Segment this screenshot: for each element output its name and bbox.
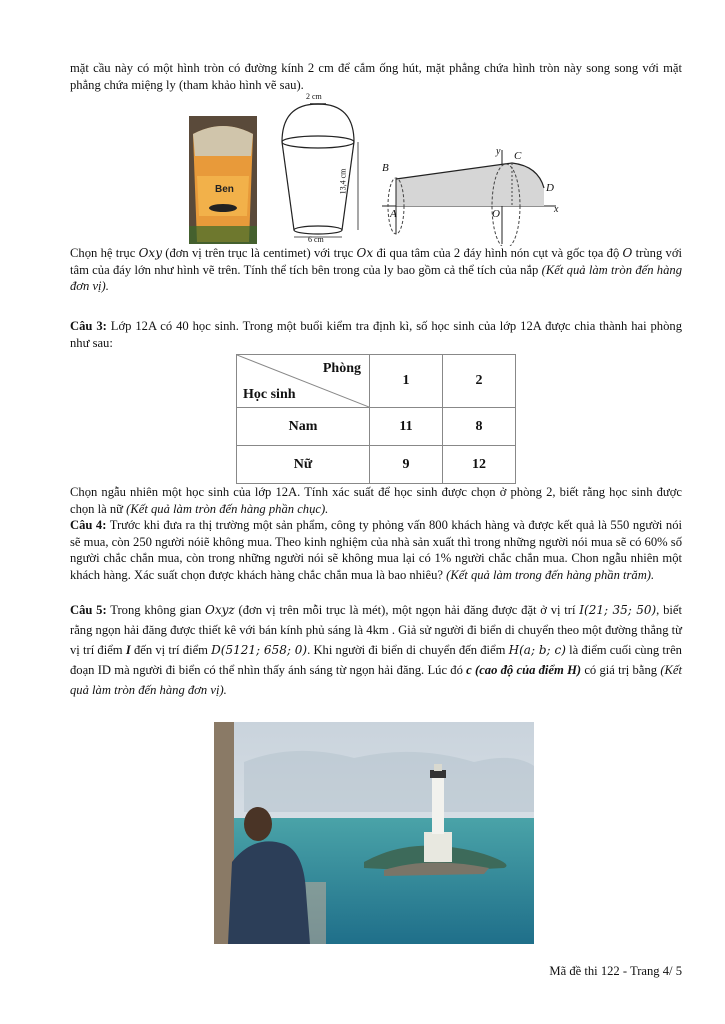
q2-note: (Kết quả làm tròn đến hàng đơn vị). xyxy=(70,262,682,294)
q5-text-1: Trong không gian xyxy=(110,603,202,617)
header-col-2: 2 xyxy=(443,355,516,408)
room-table xyxy=(236,354,516,484)
q3-text: Lớp 12A có 40 học sinh. Trong một buổi kiểm tra định kì, số học sinh của lớp 12A được chia thành hai phòng như sau: xyxy=(70,319,682,350)
row-label-nu: Nữ xyxy=(237,446,370,484)
q5-text-6: là điểm cuối cùng trên đoạn ID mà người đi biển có thể nhìn thấy ánh sáng từ ngọn hải đăng. Lúc đó xyxy=(70,643,682,677)
cup-diagram-drawing xyxy=(272,92,364,246)
q2-text-b: (đơn vị trên trục là centimet) với trục xyxy=(165,246,354,260)
cup-bottom-label: 6 cm xyxy=(308,235,324,244)
q5-paragraph xyxy=(70,600,682,700)
lighthouse-photo-drawing xyxy=(214,722,534,944)
q5-symbol-h: H(a; b; c) xyxy=(508,643,566,657)
graph-point-c: C xyxy=(514,150,522,162)
q3-after-paragraph xyxy=(70,484,682,517)
page-footer: Mã đề thi 122 - Trang 4/ 5 xyxy=(549,964,682,978)
cell-nu-1: 9 xyxy=(370,446,443,484)
cup-photo-brand: Ben xyxy=(215,184,234,195)
q2-text-d: trùng với tâm của đáy lớn như hình vẽ trên. Tính thể tích bên trong của ly bao gồm cả thể tích của nắp xyxy=(70,246,682,277)
q4-label: Câu 4: xyxy=(70,518,107,532)
q2-symbol-ox: Ox xyxy=(356,246,374,260)
q2-paragraph xyxy=(70,245,682,295)
q5-symbol-oxyz: Oxyz xyxy=(205,603,235,617)
graph-axis-y: y xyxy=(496,146,501,157)
header-col-1: 1 xyxy=(370,355,443,408)
cup-photo xyxy=(189,116,257,244)
q4-paragraph xyxy=(70,517,682,583)
q2-symbol-o: O xyxy=(622,246,633,260)
q5-text-2: (đơn vị trên mỗi trục là mét), một ngọn hải đăng được đặt ở vị trí xyxy=(238,603,576,617)
cup-photo-drawing xyxy=(189,116,257,244)
q5-label: Câu 5: xyxy=(70,603,107,617)
q5-text-5: . Khi người đi biển di chuyển đến điểm xyxy=(307,643,506,657)
graph-point-a: A xyxy=(390,208,397,220)
q5-symbol-d: D(5121; 658; 0) xyxy=(211,643,308,657)
graph-axis-x: x xyxy=(554,204,559,215)
q4-note: (Kết quả làm trong đến hàng phần trăm). xyxy=(446,567,655,582)
q5-note: (Kết quả làm tròn đến hàng đơn vị). xyxy=(70,663,682,697)
graph-point-d: D xyxy=(546,182,554,194)
q2-text-c: đi qua tâm của 2 đáy hình nón cụt và gốc tọa độ xyxy=(376,246,620,260)
cell-nam-2: 8 xyxy=(443,408,516,446)
graph-diagram xyxy=(378,146,562,246)
q3-label: Câu 3: xyxy=(70,319,107,333)
intro-line-2: song với mặt phẳng chứa miệng ly (tham khảo hình vẽ sau). xyxy=(70,61,682,92)
q2-symbol-oxy: Oxy xyxy=(138,246,162,260)
q4-text: Trước khi đưa ra thị trường một sản phẩm, công ty phỏng vấn 800 khách hàng và được kết quả là 550 người nói sẽ mua, còn 250 người nóiẽ không mua. Theo kinh nghiệm của nhà sản xuất thì trong những người nói mua sẽ có 60% số người chắc chắn mua, còn trong những người nói sẽ không mua lại có 1% người chắc chắn mua. Chon ngẫu nhiên một khách hàng. Xác suất chọn được khách hàng chắc chắn mua là bao nhiêu? xyxy=(70,518,682,582)
graph-diagram-drawing xyxy=(378,146,562,246)
q3-after-text: Chọn ngẫu nhiên một học sinh của lớp 12A. Tính xác suất để học sinh được chọn ở phòng 2, biết rằng học sinh được chọn là nữ xyxy=(70,485,682,516)
cup-diagram xyxy=(272,92,364,246)
table-diagonal-header xyxy=(237,355,370,408)
q3-paragraph xyxy=(70,318,682,351)
cup-top-label: 2 cm xyxy=(306,92,322,101)
graph-point-o: O xyxy=(492,208,500,220)
cup-height-label: 13,4 cm xyxy=(338,168,348,195)
intro-line-1: mặt cầu này có một hình tròn có đường kính 2 cm để cắm ống hút, mặt phẳng chứa hình tròn này song xyxy=(70,61,611,75)
cell-nam-1: 11 xyxy=(370,408,443,446)
q2-text-a: Chọn hệ trục xyxy=(70,246,136,260)
row-label-nam: Nam xyxy=(237,408,370,446)
table-row xyxy=(237,408,516,446)
cell-nu-2: 12 xyxy=(443,446,516,484)
q5-bold-c: c (cao độ của điểm H) xyxy=(466,663,582,677)
q5-text-4: đến vị trí điểm xyxy=(133,643,208,657)
q5-symbol-i: I(21; 35; 50) xyxy=(579,603,657,617)
lighthouse-photo xyxy=(214,722,534,944)
q5-text-3: , biết rằng ngọn hải đăng được thiết kê với bán kính phủ sáng là 4km . Giả sử người đi biển di chuyển theo một đường thẳng từ vị trí điểm xyxy=(70,603,682,657)
q5-text-7: có giá trị bằng xyxy=(584,663,658,677)
q3-note: (Kết quả làm tròn đến hàng phần chục). xyxy=(126,501,329,516)
header-student: Học sinh xyxy=(243,387,296,402)
header-room: Phòng xyxy=(322,361,361,376)
q5-bold-i: I xyxy=(125,643,131,657)
intro-paragraph xyxy=(70,60,682,93)
table-row xyxy=(237,446,516,484)
table-header-row xyxy=(237,355,516,408)
graph-point-b: B xyxy=(382,162,389,174)
